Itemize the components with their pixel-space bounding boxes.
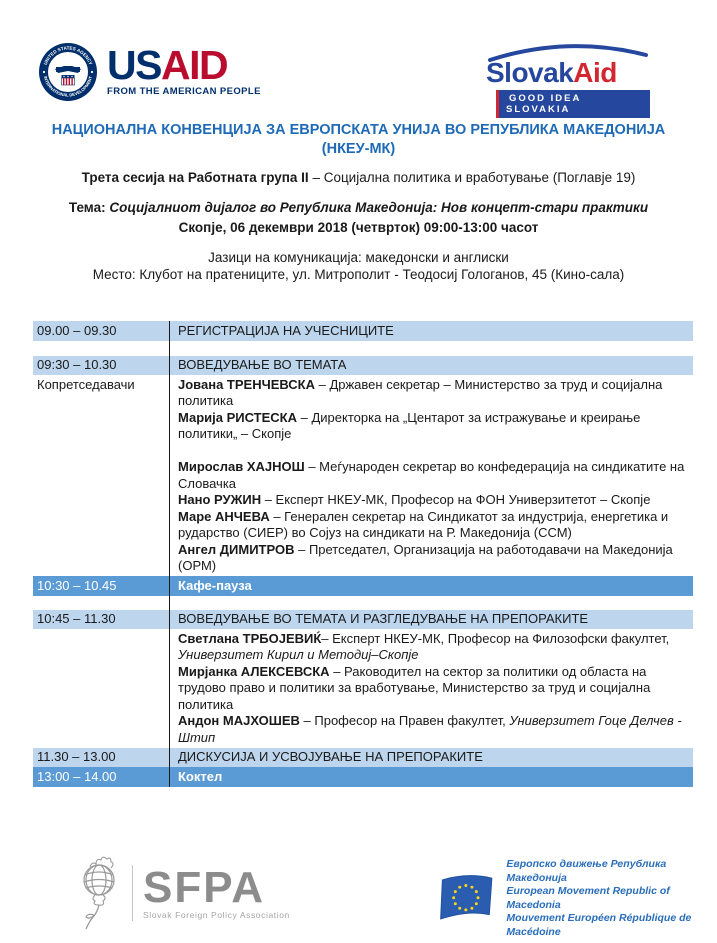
speaker-role: – Раководител на сектор за политики од областа на трудово право и политики за вработување, Министерство за труд и социјална политика <box>178 663 651 712</box>
agenda-gap-row <box>33 341 693 356</box>
agenda-item-title: ВОВЕДУВАЊЕ ВО ТЕМАТА <box>169 356 693 376</box>
speaker-name: Марија РИСТЕСКА <box>178 409 298 425</box>
venue-line: Место: Клубот на пратениците, ул. Митрополит - Теодосиј Гологанов, 45 (Кино-сала) <box>92 267 625 282</box>
slovakaid-tagline-bar <box>496 90 650 118</box>
agenda-row-session1-header <box>33 356 693 376</box>
speaker-role: – Професор на Правен факултет, <box>299 713 510 728</box>
em-line-fr: Mouvement Européen République de Macédoine <box>506 912 692 938</box>
theme-text: Социјалниот дијалог во Република Македонија: Нов концепт-стари практики <box>109 200 649 215</box>
session-line-bold: Трета сесија на Работната група II <box>81 170 309 185</box>
document-title <box>0 121 717 159</box>
agenda-row-session2-speakers <box>33 629 693 748</box>
speaker-name: Нано РУЖИН <box>178 492 262 507</box>
european-movement-logo <box>438 858 717 939</box>
agenda-gap-row <box>33 596 693 610</box>
agenda-row-discussion <box>33 748 693 768</box>
speaker-entry <box>178 713 689 746</box>
agenda-item-title: ДИСКУСИЈА И УСВОЈУВАЊЕ НА ПРЕПОРАКИТЕ <box>169 748 693 768</box>
session2-speakers <box>169 629 693 748</box>
speaker-name: Мирјанка АЛЕКСЕВСКА <box>178 663 330 679</box>
agenda-row-cocktail <box>33 767 693 787</box>
agenda-item-title: РЕГИСТРАЦИЈА НА УЧЕСНИЦИТЕ <box>169 321 693 341</box>
languages-line: Јазици на комуникација: македонски и англиски <box>208 250 509 265</box>
sfpa-carnation-icon <box>76 853 122 933</box>
speaker-name: Андон МАЈХОШЕВ <box>178 713 300 728</box>
datetime-line: Скопје, 06 декември 2018 (четврток) 09:00-13:00 часот <box>178 220 539 235</box>
sfpa-logo <box>76 853 290 933</box>
agenda-table <box>33 321 693 787</box>
usaid-seal-arc-bottom: INTERNATIONAL DEVELOPMENT <box>42 75 94 98</box>
agenda-row-session2-header <box>33 610 693 630</box>
speaker-role: – Генерален секретар на Синдикатот за индустрија, енергетика и рударство (СИЕР) во Сојуз на синдикати на Р. Македонија (ССМ) <box>178 508 669 540</box>
speaker-role: – Експерт НКЕУ-МК, Професор на ФОН Универзитетот – Скопје <box>261 492 651 507</box>
eu-flag-icon <box>438 870 495 928</box>
speaker-entry <box>178 509 689 542</box>
document-title-line1: НАЦИОНАЛНА КОНВЕНЦИЈА ЗА ЕВРОПСКАТА УНИЈА ВО РЕПУБЛИКА МАКЕДОНИЈА <box>51 122 666 138</box>
speaker-name: Маре АНЧЕВА <box>178 508 270 524</box>
agenda-item-title: ВОВЕДУВАЊЕ ВО ТЕМАТА И РАЗГЛЕДУВАЊЕ НА ПРЕПОРАКИТЕ <box>169 610 693 630</box>
speaker-affiliation: Универзитет Кирил и Методиј–Скопје <box>178 647 419 662</box>
european-movement-textblock <box>506 858 717 939</box>
agenda-row-coffee-break <box>33 576 693 596</box>
slovakaid-red-strip <box>496 90 499 118</box>
sfpa-divider <box>132 865 133 921</box>
theme-line <box>0 200 717 215</box>
slovakaid-word-aid: Aid <box>573 57 617 88</box>
slovakaid-word-slovak: Slovak <box>486 57 574 88</box>
speaker-role: – Меѓународен секретар во конфедерација на синдикатите на Словачка <box>178 459 685 491</box>
speaker-entry <box>178 492 689 509</box>
speaker-entry <box>178 542 689 575</box>
sfpa-acronym: SFPA <box>143 863 266 912</box>
speaker-role: – Експерт НКЕУ-МК, Професор на Филозофски факултет, <box>321 630 670 646</box>
em-line-mk: Европско движење Република Македонија <box>506 858 667 884</box>
agenda-time: 09:30 – 10.30 <box>37 357 117 372</box>
usaid-tagline: FROM THE AMERICAN PEOPLE <box>107 86 261 97</box>
usaid-seal-arc-top: UNITED STATES AGENCY <box>42 45 94 66</box>
agenda-time: 10:45 – 11.30 <box>37 611 116 626</box>
speaker-role: – Претседател, Организација на работодавачи на Македонија (ОРМ) <box>178 541 673 573</box>
sfpa-textblock <box>143 863 290 920</box>
agenda-row-session1-speakers <box>33 375 693 576</box>
speaker-role: – Државен секретар – Министерство за труд и социјална политика <box>178 376 663 408</box>
agenda-item-title: Кафе-пауза <box>169 576 693 596</box>
agenda-row-registration <box>33 321 693 341</box>
agenda-time: 11.30 – 13.00 <box>37 749 116 764</box>
session-line <box>0 170 717 185</box>
agenda-time: 13:00 – 14.00 <box>37 768 117 784</box>
speaker-entry <box>178 631 689 664</box>
speaker-entry <box>178 664 689 714</box>
speaker-entry <box>178 459 689 492</box>
speaker-name: Ангел ДИМИТРОВ <box>178 541 295 557</box>
sfpa-subtitle: Slovak Foreign Policy Association <box>143 910 290 920</box>
speaker-entry <box>178 410 689 443</box>
agenda-item-title: Коктел <box>169 767 693 787</box>
slovakaid-logo <box>486 42 650 118</box>
theme-label: Тема: <box>68 200 110 215</box>
blank-line <box>178 443 689 460</box>
usaid-wordmark <box>107 42 261 97</box>
slovakaid-tagline: GOOD IDEA SLOVAKIA <box>506 93 582 115</box>
speaker-name: Јована ТРЕНЧЕВСКА <box>178 376 315 392</box>
usaid-logo <box>38 42 261 102</box>
em-line-en: European Movement Republic of Macedonia <box>506 885 670 911</box>
document-title-line2: (НКЕУ-МК) <box>321 141 396 157</box>
agenda-time: 10:30 – 10.45 <box>37 577 117 593</box>
chair-label: Копретседавачи <box>37 376 135 392</box>
session-line-rest: – Социјална политика и вработување (Поглавје 19) <box>308 170 636 185</box>
usaid-seal-icon <box>38 42 98 102</box>
speaker-affiliation: Универзитет Гоце Делчев - Штип <box>178 713 682 745</box>
speaker-entry <box>178 377 689 410</box>
usaid-word-aid: AID <box>160 42 228 88</box>
speaker-name: Мирослав ХАЈНОШ <box>178 459 305 474</box>
agenda-time: 09.00 – 09.30 <box>37 322 117 338</box>
speaker-name: Светлана ТРБОЈЕВИЌ <box>178 630 322 646</box>
usaid-word-us: US <box>107 42 161 88</box>
slovakaid-wordmark <box>486 57 650 88</box>
speaker-role: – Директорка на „Центарот за истражување и креирање политики„ – Скопје <box>178 409 641 441</box>
session1-speakers <box>169 375 693 576</box>
